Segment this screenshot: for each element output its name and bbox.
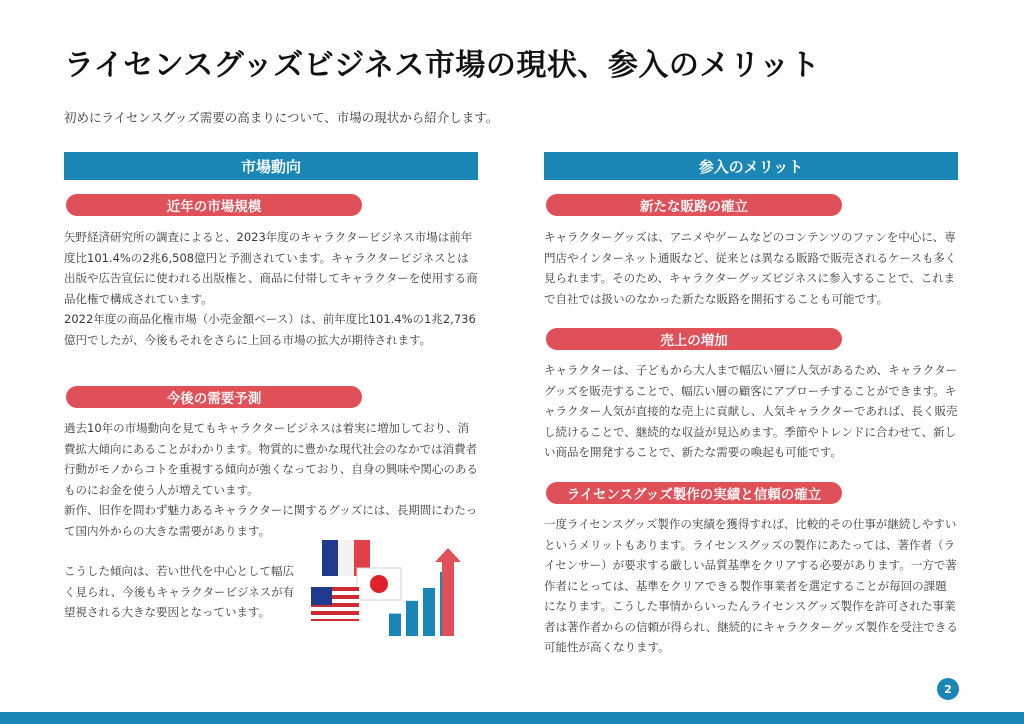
new-channels-paragraph: キャラクターグッズは、アニメやゲームなどのコンテンツのファンを中心に、専門店やインターネット通販など、従来とは異なる販路で販売されるケースも多く見られます。そのため、キャラクターグッズビジネスに参入することで、これまで自社では扱いのなかった新たな販路を開拓することも可能です。: [544, 230, 957, 306]
page-title: ライセンスグッズビジネス市場の現状、参入のメリット: [64, 48, 821, 83]
growth-bar: [406, 601, 418, 636]
intro-text: 初めにライセンスグッズ需要の高まりについて、市場の現状から紹介します。: [64, 110, 499, 125]
market-size-heading: 近年の市場規模: [66, 194, 362, 216]
market-size-paragraph-2: 2022年度の商品化権市場（小売金額ベース）は、前年度比101.4%の1兆2,736億円でしたが、今後もそれをさらに上回る市場の拡大が期待されます。: [64, 312, 476, 347]
demand-forecast-paragraph-2: 新作、旧作を問わず魅力あるキャラクターに関するグッズには、長期間にわたって国内外からの大きな需要があります。: [64, 503, 478, 538]
japan-flag-icon: [357, 568, 401, 600]
track-record-heading: ライセンスグッズ製作の実績と信頼の確立: [546, 482, 842, 504]
sales-increase-heading: 売上の増加: [546, 328, 842, 350]
demand-forecast-note: こうした傾向は、若い世代を中心として幅広く見られ、今後もキャラクタービジネスが有望視される大きな要因となっています。: [64, 564, 295, 619]
new-channels-text: [544, 227, 958, 309]
market-size-text: [64, 227, 478, 350]
entry-merits-header: 参入のメリット: [544, 152, 958, 180]
new-channels-heading: 新たな販路の確立: [546, 194, 842, 216]
track-record-text: [544, 514, 958, 658]
demand-forecast-paragraph-1: 過去10年の市場動向を見てもキャラクタービジネスは着実に増加しており、消費拡大傾向にあることがわかります。物質的に豊かな現代社会のなかでは消費者行動がモノからコトを重視する傾向が強くなっており、自身の興味や関心のあるものにお金を使う人が増えています。: [64, 421, 478, 497]
bottom-accent-bar: [0, 712, 1024, 724]
page-number-badge: 2: [937, 678, 959, 700]
growth-arrow-icon: [435, 548, 461, 636]
growth-bar: [389, 614, 401, 636]
growth-bar: [423, 588, 435, 636]
track-record-paragraph: 一度ライセンスグッズ製作の実績を獲得すれば、比較的その仕事が継続しやすいというメリットもあります。ライセンスグッズの製作にあたっては、著作者（ライセンサー）が要求する厳しい品質基準をクリアする必要があります。一方で著作者にとっては、基準をクリアできる製作事業者を選定することが毎回の課題になります。こうした事情からいったんライセンスグッズ製作を許可された事業者は著作者からの信頼が得られ、継続的にキャラクターグッズ製作を受注できる可能性が高くなります。: [544, 517, 958, 654]
demand-forecast-text: [64, 418, 478, 541]
sales-increase-text: [544, 360, 958, 463]
global-growth-illustration: [309, 540, 479, 640]
sales-increase-paragraph: キャラクターは、子どもから大人まで幅広い層に人気があるため、キャラクターグッズを販売することで、幅広い層の顧客にアプローチすることができます。キャラクター人気が直接的な売上に貢献し、人気キャラクターであれば、長く販売し続けることで、継続的な収益が見込めます。季節やトレンドに合わせて、新しい商品を開発することで、新たな需要の喚起も可能です。: [544, 363, 958, 459]
market-size-paragraph-1: 矢野経済研究所の調査によると、2023年度のキャラクタービジネス市場は前年度比101.4%の2兆6,508億円と予測されています。キャラクタービジネスとは出版や広告宣伝に使われる出版権と、商品に付帯してキャラクターを使用する商品化権で構成されています。: [64, 230, 478, 306]
demand-forecast-heading: 今後の需要予測: [66, 386, 362, 408]
market-trends-header: 市場動向: [64, 152, 478, 180]
usa-flag-icon: [311, 587, 359, 621]
